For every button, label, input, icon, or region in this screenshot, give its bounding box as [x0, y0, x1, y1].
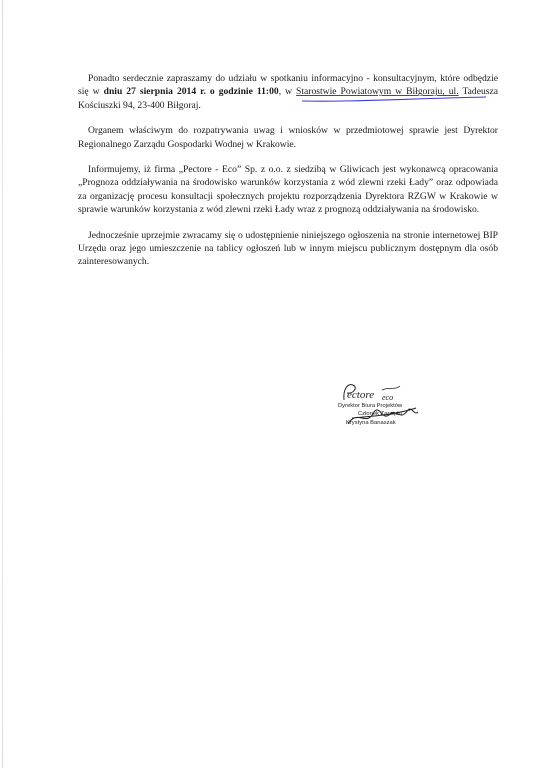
paragraph-request: Jednocześnie uprzejmie zwracamy się o udostępnienie niniejszego ogłoszenia na stronie internetowej BIP Urzędu oraz jego umieszczenie na tablicy ogłoszeń lub w innym miejscu publicznym dostępnym dla osób zainteresowanych. — [78, 229, 498, 268]
paragraph-contractor: Informujemy, iż firma „Pectore - Eco” Sp. z o.o. z siedzibą w Gliwicach jest wykonawcą opracowania „Prognoza oddziaływania na środowisko warunków korzystania z wód zlewni rzeki Łady” oraz odpowiada za organizację procesu konsultacji społecznych projektu rozporządzenia Dyrektora RZGW w Krakowie w sprawie warunków korzystania z wód zlewni rzeki Łady wraz z prognozą oddziaływania na środowisko. — [78, 164, 498, 216]
stamp-name: Krystyna Banaszak — [346, 420, 396, 426]
stamp-role: Członek Zarządu — [358, 411, 402, 417]
svg-text:ectore: ectore — [347, 389, 375, 401]
scan-edge — [2, 0, 3, 768]
meeting-address: Tadeusza Kościuszki 94, 23-400 Biłgoraj. — [78, 86, 499, 111]
stamp-title: Dyrektor Biura Projektów — [338, 403, 403, 409]
paragraph-authority: Organem właściwym do rozpatrywania uwag i wniosków w przedmiotowej sprawie jest Dyrektor Regionalnego Zarządu Gospodarki Wodnej w Krakowie. — [78, 125, 498, 150]
svg-text:eco: eco — [382, 393, 394, 402]
meeting-date: dniu 27 sierpnia 2014 r. o godzinie 11:00 — [103, 86, 279, 98]
signature-stamp — [338, 378, 448, 438]
meeting-venue: Starostwie Powiatowym w Biłgoraju, ul. — [296, 86, 459, 98]
meeting-text-1: Ponadto serdecznie zapraszamy do udziału w spotkaniu informacyjno - konsultacyjnym, które odbędzie się w — [78, 73, 498, 98]
handwritten-underline — [300, 92, 490, 106]
meeting-text-2: , w — [278, 86, 297, 98]
